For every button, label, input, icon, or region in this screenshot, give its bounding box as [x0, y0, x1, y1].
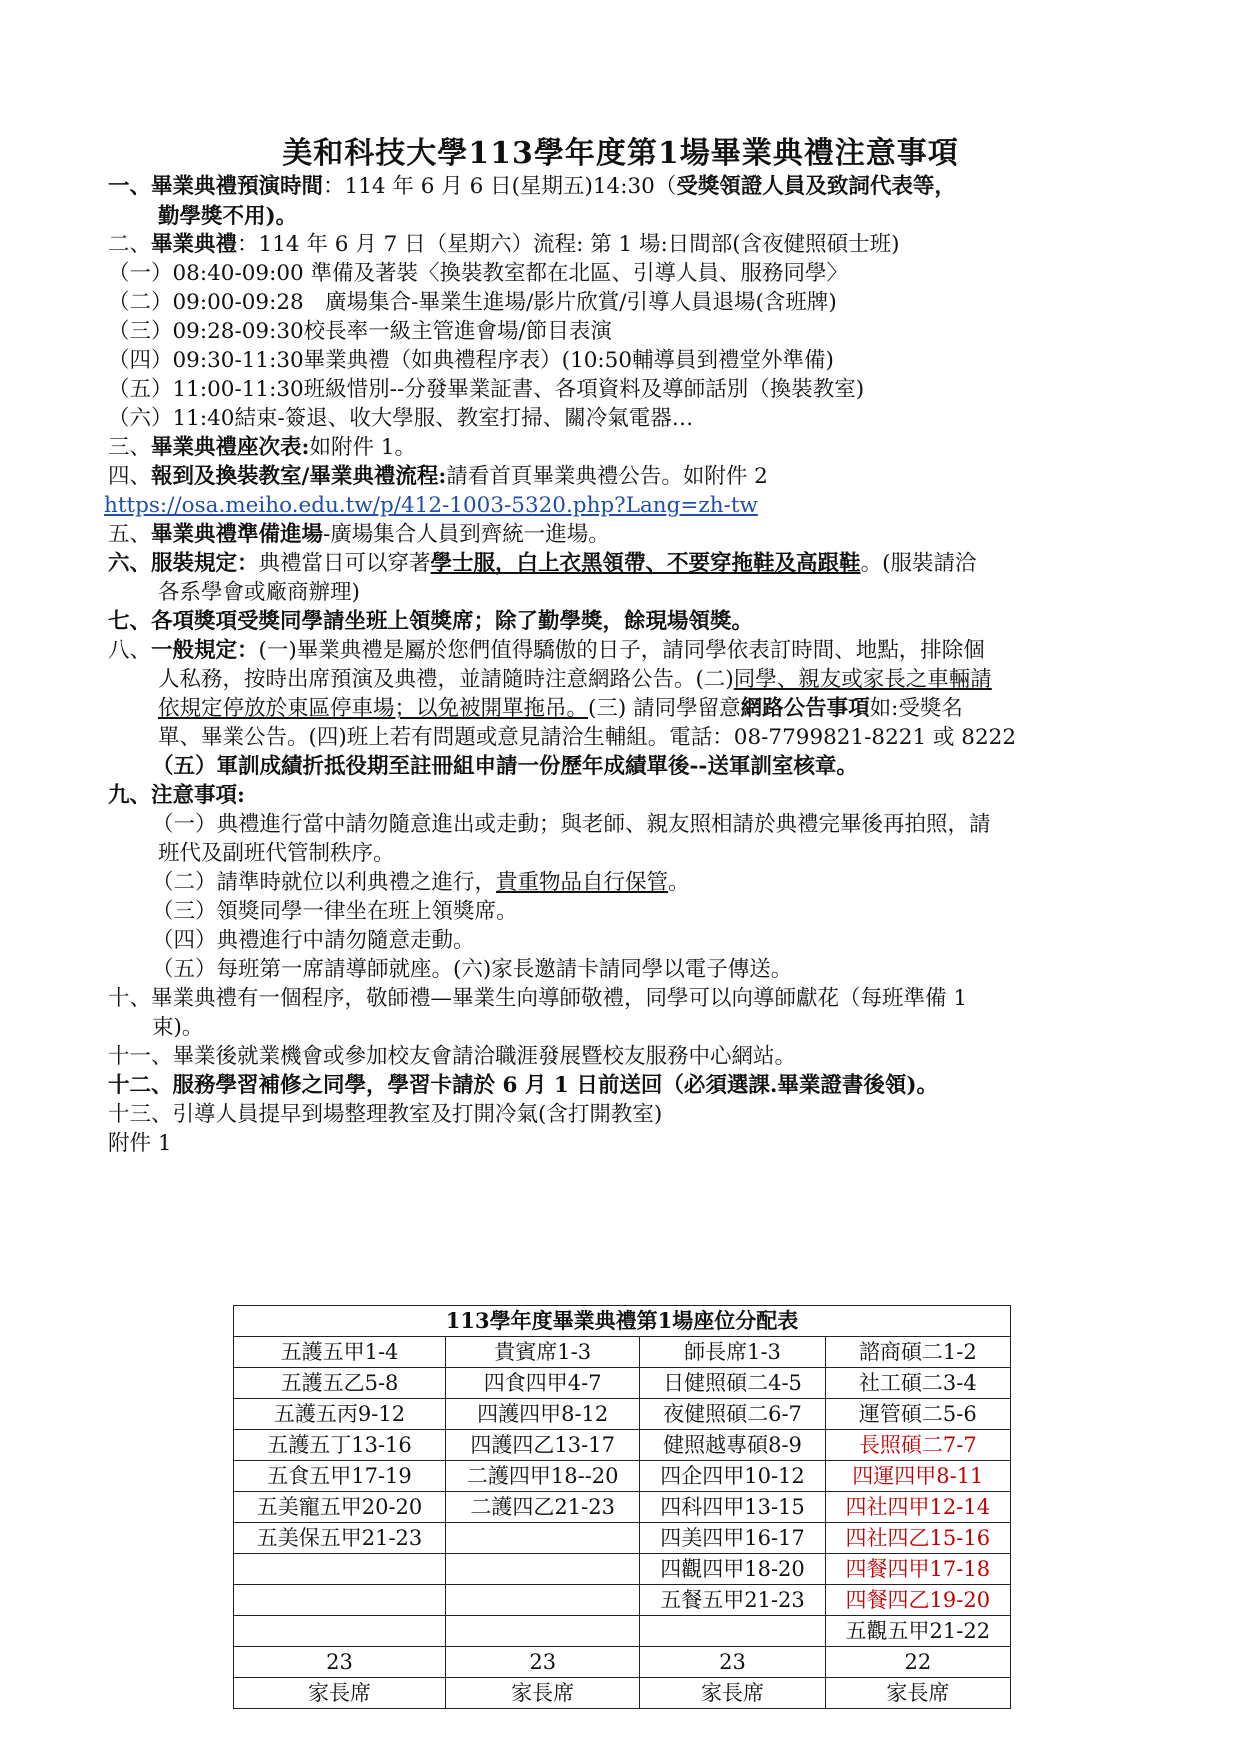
table-cell: 家長席 — [640, 1678, 825, 1709]
table-cell: 四科四甲13-15 — [640, 1492, 825, 1523]
table-cell — [446, 1616, 640, 1647]
table-cell — [234, 1616, 446, 1647]
item-10-teacher-salute: 十、畢業典禮有一個程序，敬師禮—畢業生向導師敬禮，同學可以向導師獻花（每班準備 1 — [108, 986, 968, 1011]
table-cell: 四餐四甲17-18 — [825, 1554, 1010, 1585]
attachment-label: 附件 1 — [108, 1131, 172, 1156]
item-heading: 一般規定： — [151, 638, 259, 663]
table-cell: 四運四甲8-11 — [825, 1461, 1010, 1492]
page-title: 美和科技大學113學年度第1場畢業典禮注意事項 — [282, 136, 959, 171]
table-row — [234, 1523, 1011, 1554]
table-cell: 22 — [825, 1647, 1010, 1678]
item-underlined: 貴重物品自行保管 — [496, 870, 669, 895]
table-cell: 四護四甲8-12 — [446, 1399, 640, 1430]
note-1-cont: 班代及副班代管制秩序。 — [158, 841, 395, 866]
table-cell: 四社四乙15-16 — [825, 1523, 1010, 1554]
table-cell: 夜健照碩二6-7 — [640, 1399, 825, 1430]
item-number: 六、 — [108, 551, 152, 576]
item-heading: 報到及換裝教室/畢業典禮流程: — [151, 464, 447, 489]
table-cell: 23 — [640, 1647, 825, 1678]
item-3-seating — [108, 433, 416, 463]
table-cell: 運管碩二5-6 — [825, 1399, 1010, 1430]
item-heading: 畢業典禮座次表: — [151, 435, 310, 460]
item-text: 如:受獎名 — [869, 696, 963, 721]
item-bold-text: 勤學獎不用)。 — [158, 204, 298, 229]
table-cell: 五護五丙9-12 — [234, 1399, 446, 1430]
table-cell: 健照越專碩8-9 — [640, 1430, 825, 1461]
table-cell: 五護五甲1-4 — [234, 1337, 446, 1368]
table-row — [234, 1585, 1011, 1616]
item-1-rehearsal — [108, 172, 956, 202]
item-6-dress-code — [108, 549, 976, 579]
item-number: 四、 — [108, 464, 152, 489]
table-row — [234, 1647, 1011, 1678]
table-row — [234, 1678, 1011, 1709]
item-number: 三、 — [108, 435, 152, 460]
table-row — [234, 1554, 1011, 1585]
item-number: 八、 — [108, 638, 152, 663]
schedule-5: （五）11:00-11:30班級惜別--分發畢業証書、各項資料及導師話別（換裝教室) — [108, 377, 865, 402]
item-text: 。 — [668, 870, 690, 895]
item-6-cont: 各系學會或廠商辦理) — [158, 580, 360, 605]
table-cell: 家長席 — [234, 1678, 446, 1709]
item-text: 。(服裝請洽 — [860, 551, 977, 576]
table-row — [234, 1399, 1011, 1430]
table-cell: 五觀五甲21-22 — [825, 1616, 1010, 1647]
item-8-cont-2 — [158, 694, 963, 724]
schedule-6: （六）11:40結束-簽退、收大學服、教室打掃、關冷氣電器… — [108, 406, 694, 431]
table-row — [234, 1430, 1011, 1461]
item-2-ceremony — [108, 230, 900, 260]
item-4-checkin — [108, 462, 768, 492]
table-cell: 五護五乙5-8 — [234, 1368, 446, 1399]
item-underlined: 同學、親友或家長之車輛請 — [733, 667, 992, 692]
table-cell — [234, 1585, 446, 1616]
table-cell: 二護四甲18--20 — [446, 1461, 640, 1492]
item-5-entrance — [108, 520, 610, 550]
table-cell: 諮商碩二1-2 — [825, 1337, 1010, 1368]
table-cell: 五美寵五甲20-20 — [234, 1492, 446, 1523]
item-text: 請看首頁畢業典禮公告。如附件 2 — [446, 464, 768, 489]
table-cell: 四食四甲4-7 — [446, 1368, 640, 1399]
item-heading: 畢業典禮 — [151, 232, 238, 257]
table-cell — [446, 1554, 640, 1585]
schedule-2: （二）09:00-09:28 廣場集合-畢業生進場/影片欣賞/引導人員退場(含班牌) — [108, 290, 837, 315]
note-4: （四）典禮進行中請勿隨意走動。 — [152, 928, 475, 953]
note-5: （五）每班第一席請導師就座。(六)家長邀請卡請同學以電子傳送。 — [152, 957, 793, 982]
seating-table-title: 113學年度畢業典禮第1場座位分配表 — [234, 1306, 1011, 1337]
item-9-notes-heading: 九、注意事項: — [108, 783, 245, 808]
note-1: （一）典禮進行當中請勿隨意進出或走動；與老師、親友照相請於典禮完畢後再拍照，請 — [152, 812, 991, 837]
table-cell: 五美保五甲21-23 — [234, 1523, 446, 1554]
table-cell: 四護四乙13-17 — [446, 1430, 640, 1461]
item-text: ：114 年 6 月 7 日（星期六）流程: 第 1 場:日間部(含夜健照碩士班) — [237, 232, 900, 257]
table-cell: 日健照碩二4-5 — [640, 1368, 825, 1399]
item-heading: 畢業典禮準備進場 — [151, 522, 324, 547]
item-text: (三) 請同學留意 — [588, 696, 741, 721]
table-cell: 23 — [446, 1647, 640, 1678]
item-8-general-rules — [108, 636, 985, 666]
item-text: (一)畢業典禮是屬於您們值得驕傲的日子，請同學依表訂時間、地點，排除個 — [258, 638, 985, 663]
item-8-cont-4: （五）軍訓成績折抵役期至註冊組申請一份歷年成績單後--送軍訓室核章。 — [152, 754, 858, 779]
item-text: 人私務，按時出席預演及典禮，並請隨時注意網路公告。(二) — [158, 667, 734, 692]
note-3: （三）領獎同學一律坐在班上領獎席。 — [152, 899, 518, 924]
announcement-link[interactable] — [104, 491, 758, 521]
table-cell: 長照碩二7-7 — [825, 1430, 1010, 1461]
note-2 — [152, 868, 690, 898]
item-text: 如附件 1。 — [309, 435, 416, 460]
item-12-service-learning: 十二、服務學習補修之同學，學習卡請於 6 月 1 日前送回（必須選課.畢業證書後領)。 — [108, 1073, 939, 1098]
table-cell — [640, 1616, 825, 1647]
item-number: 一、 — [108, 174, 152, 199]
table-cell: 二護四乙21-23 — [446, 1492, 640, 1523]
table-cell — [446, 1585, 640, 1616]
item-text: -廣場集合人員到齊統一進場。 — [323, 522, 610, 547]
table-cell: 23 — [234, 1647, 446, 1678]
table-cell: 四社四甲12-14 — [825, 1492, 1010, 1523]
item-7-awards: 七、各項獎項受獎同學請坐班上領獎席；除了勤學獎，餘現場領獎。 — [108, 609, 754, 634]
schedule-4: （四）09:30-11:30畢業典禮（如典禮程序表）(10:50輔導員到禮堂外準備) — [108, 348, 834, 373]
item-bold-text: 網路公告事項 — [740, 696, 870, 721]
schedule-1: （一）08:40-09:00 準備及著裝〈換裝教室都在北區、引導人員、服務同學〉 — [108, 261, 849, 286]
item-1-cont — [158, 202, 297, 232]
item-emphasis: 學士服，白上衣黑領帶、不要穿拖鞋及高跟鞋 — [430, 551, 861, 576]
table-cell: 貴賓席1-3 — [446, 1337, 640, 1368]
table-cell: 社工碩二3-4 — [825, 1368, 1010, 1399]
table-row — [234, 1616, 1011, 1647]
item-8-cont-3: 單、畢業公告。(四)班上若有問題或意見請洽生輔組。電話：08-7799821-8221 或 8222 — [158, 725, 1017, 750]
item-text: （二）請準時就位以利典禮之進行， — [152, 870, 497, 895]
item-11-alumni: 十一、畢業後就業機會或參加校友會請洽職涯發展暨校友服務中心網站。 — [108, 1044, 797, 1069]
table-cell: 五餐五甲21-23 — [640, 1585, 825, 1616]
seating-table — [233, 1305, 1011, 1709]
table-cell: 四美四甲16-17 — [640, 1523, 825, 1554]
item-text: 典禮當日可以穿著 — [258, 551, 431, 576]
table-cell: 家長席 — [446, 1678, 640, 1709]
item-heading: 畢業典禮預演時間 — [151, 174, 324, 199]
table-cell: 家長席 — [825, 1678, 1010, 1709]
item-text: ：114 年 6 月 6 日(星期五)14:30（ — [323, 174, 677, 199]
item-underlined: 依規定停放於東區停車場；以免被開單拖吊。 — [158, 696, 589, 721]
item-10-cont: 束)。 — [152, 1015, 204, 1040]
table-row — [234, 1492, 1011, 1523]
table-row — [234, 1368, 1011, 1399]
schedule-3: （三）09:28-09:30校長率一級主管進會場/節目表演 — [108, 319, 612, 344]
table-cell: 五食五甲17-19 — [234, 1461, 446, 1492]
announcement-url[interactable]: https://osa.meiho.edu.tw/p/412-1003-5320.php?Lang=zh-tw — [104, 493, 758, 518]
item-heading: 服裝規定： — [151, 551, 259, 576]
item-13-guides: 十三、引導人員提早到場整理教室及打開冷氣(含打開教室) — [108, 1102, 663, 1127]
table-row — [234, 1461, 1011, 1492]
table-row — [234, 1337, 1011, 1368]
table-cell: 四觀四甲18-20 — [640, 1554, 825, 1585]
table-cell: 五護五丁13-16 — [234, 1430, 446, 1461]
item-number: 二、 — [108, 232, 152, 257]
table-cell: 師長席1-3 — [640, 1337, 825, 1368]
table-cell: 四企四甲10-12 — [640, 1461, 825, 1492]
item-number: 五、 — [108, 522, 152, 547]
item-bold-text: 受獎領證人員及致詞代表等， — [676, 174, 956, 199]
table-cell — [234, 1554, 446, 1585]
table-cell: 四餐四乙19-20 — [825, 1585, 1010, 1616]
item-8-cont-1 — [158, 665, 992, 695]
table-cell — [446, 1523, 640, 1554]
